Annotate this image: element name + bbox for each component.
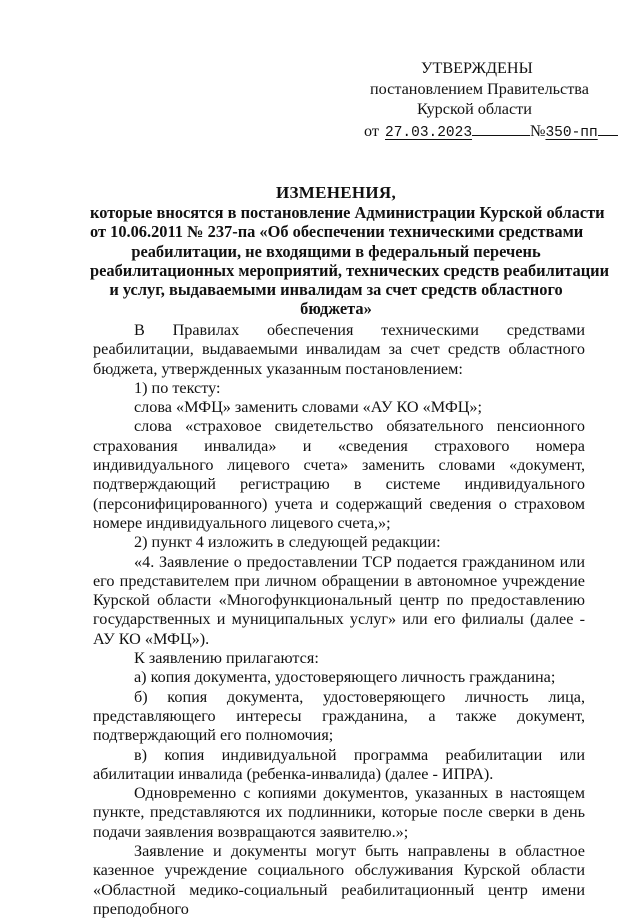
title-line: и услуг, выдаваемыми инвалидам за счет средств областного xyxy=(109,280,563,300)
body-paragraph: 1) по тексту: xyxy=(134,378,221,397)
approval-stamp xyxy=(364,58,598,143)
body-paragraph: В Правилах обеспечения техническими средствами реабилитации, выдаваемыми инвалидам за счет средств областного бюджета, утвержденных указанным постановлением: xyxy=(93,321,585,378)
title-line: бюджета» xyxy=(300,299,372,319)
approval-date-prefix: от xyxy=(364,121,379,140)
date-underline-gap xyxy=(472,120,530,136)
body-paragraph: Заявление и документы могут быть направлены в областное казенное учреждение социального обслуживания Курской области «Областной медико-социальный реабилитационный центр имени преподобного xyxy=(93,842,585,918)
approval-heading: УТВЕРЖДЕНЫ xyxy=(421,59,533,77)
title-line: реабилитационных мероприятий, технических средств реабилитации xyxy=(90,260,610,280)
approval-date: 27.03.2023 xyxy=(385,124,473,141)
approval-number: 350-пп xyxy=(545,124,598,141)
approval-date-number xyxy=(364,120,598,144)
body-paragraph: а) копия документа, удостоверяющего личность гражданина; xyxy=(134,668,556,687)
approval-issuer: постановлением Правительства xyxy=(370,79,589,98)
title-heading: ИЗМЕНЕНИЯ, xyxy=(275,183,397,202)
document-title xyxy=(90,183,610,319)
title-line: от 10.06.2011 № 237-па «Об обеспечении техническими средствами xyxy=(90,222,584,242)
body-paragraph: Одновременно с копиями документов, указанных в настоящем пункте, представляются их подлинники, которые после сверки в день подачи заявления возвращаются заявителю.»; xyxy=(93,784,585,841)
title-line: которые вносятся в постановление Администрации Курской области xyxy=(90,203,605,223)
body-paragraph: б) копия документа, удостоверяющего личность лица, представляющего интересы гражданина, а также документ, подтверждающий его полномочия; xyxy=(93,687,585,745)
body-paragraph: слова «МФЦ» заменить словами «АУ КО «МФЦ»; xyxy=(134,398,483,417)
document-body xyxy=(93,321,585,919)
title-line: реабилитации, не входящими в федеральный перечень xyxy=(131,241,541,261)
body-paragraph: в) копия индивидуальной программа реабилитации или абилитации инвалида (ребенка-инвалида) (далее - ИПРА). xyxy=(93,745,585,783)
number-underline-gap xyxy=(598,120,618,136)
body-paragraph: 2) пункт 4 изложить в следующей редакции: xyxy=(134,533,441,552)
body-paragraph: «4. Заявление о предоставлении ТСР подается гражданином или его представителем при личном обращении в автономное учреждение Курской области «Многофункциональный центр по предоставлению государственных и муниципальных услуг» или его филиалы (далее - АУ КО «МФЦ»). xyxy=(93,552,585,648)
body-paragraph: слова «страховое свидетельство обязательного пенсионного страхования инвалида» и «сведения страхового номера индивидуального лицевого счета» заменить словами «документ, подтверждающий регистрацию в системе индивидуального (персонифицированного) учета и содержащий сведения о страховом номере индивидуального лицевого счета,»; xyxy=(93,417,585,532)
approval-region: Курской области xyxy=(417,100,532,118)
approval-number-sign: № xyxy=(530,121,546,140)
body-paragraph: К заявлению прилагаются: xyxy=(134,649,319,668)
